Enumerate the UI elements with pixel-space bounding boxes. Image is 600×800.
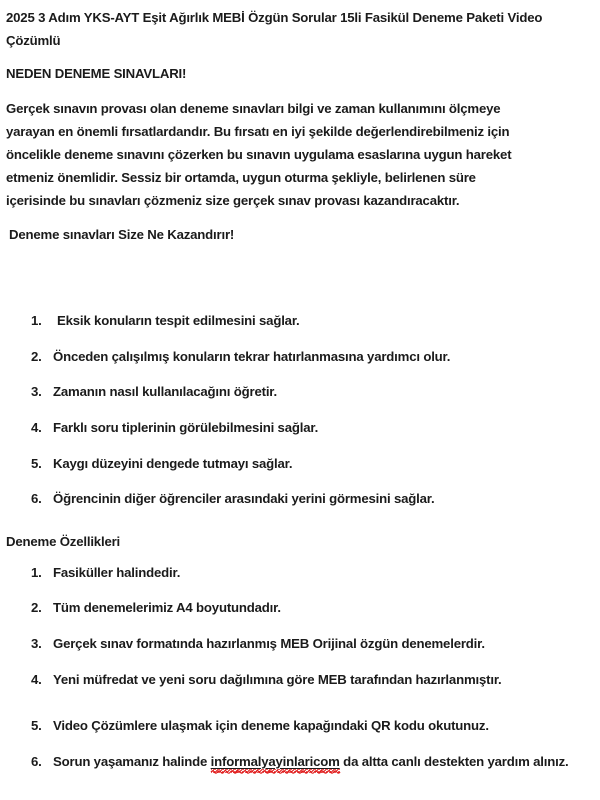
list-item — [6, 345, 586, 368]
list-item-number: 4. — [31, 671, 42, 687]
intro-paragraph: Gerçek sınavın provası olan deneme sınavları bilgi ve zaman kullanımını ölçmeye yarayan en önemli fırsatlardandır. Bu fırsatı en iyi şekilde değerlendirebilmeniz için öncelikle deneme sınavını çözerken bu sınavın uygulama esaslarına uygun hareket etmeniz önemlidir. Sessiz bir ortamda, uygun oturma şekliyle, belirlenen süre içerisinde bu sınavları çözmeniz size gerçek sınav provası kazandıracaktır. — [6, 100, 512, 209]
list-item-text: Gerçek sınav formatında hazırlanmış MEB Orijinal özgün denemelerdir. — [53, 636, 485, 652]
list-item — [6, 714, 586, 737]
list-item-text: Fasiküller halindedir. — [53, 564, 181, 580]
list-item-number: 2. — [31, 348, 42, 364]
section-heading-neden-deneme-sinavlari: NEDEN DENEME SINAVLARI! — [6, 66, 187, 82]
list-item-text: Yeni müfredat ve yeni soru dağılımına göre MEB tarafından hazırlanmıştır. — [53, 671, 502, 687]
list-item-number: 4. — [31, 419, 42, 435]
document-title: 2025 3 Adım YKS-AYT Eşit Ağırlık MEBİ Özgün Sorular 15li Fasikül Deneme Paketi Video Çözümlü — [6, 10, 543, 49]
benefits-list — [6, 309, 586, 511]
features-heading: Deneme Özellikleri — [6, 533, 121, 549]
list-item-number: 5. — [31, 455, 42, 471]
list-item — [6, 632, 586, 655]
list-item-number: 6. — [31, 753, 42, 769]
list-item — [6, 750, 586, 773]
list-item — [6, 452, 586, 475]
features-list — [6, 561, 586, 773]
list-item-number: 6. — [31, 491, 42, 507]
list-item-number: 1. — [31, 564, 42, 580]
list-item-text: Kaygı düzeyini dengede tutmayı sağlar. — [53, 455, 293, 471]
list-item-number: 1. — [31, 312, 42, 328]
features-section — [6, 530, 586, 773]
list-item-number: 3. — [31, 384, 42, 400]
list-item — [6, 380, 586, 403]
spellcheck-squiggle-icon — [211, 769, 340, 774]
website-link-label: informalyayinlaricom — [210, 753, 340, 769]
list-item-number: 2. — [31, 600, 42, 616]
website-link-text[interactable] — [211, 754, 340, 769]
list-item-text: Zamanın nasıl kullanılacağını öğretir. — [53, 384, 278, 400]
list-item-text-before-link: Sorun yaşamanız halinde — [53, 753, 211, 769]
list-item-text: Farklı soru tiplerinin görülebilmesini sağlar. — [53, 419, 319, 435]
list-item-number: 3. — [31, 636, 42, 652]
list-item-text: Tüm denemelerimiz A4 boyutundadır. — [53, 600, 281, 616]
list-item — [6, 416, 586, 439]
list-item — [6, 309, 586, 332]
list-item-text-after-link: da altta canlı destekten yardım alınız. — [339, 753, 569, 769]
list-item-text: Video Çözümlere ulaşmak için deneme kapağındaki QR kodu okutunuz. — [53, 718, 489, 734]
list-item-text: Eksik konuların tespit edilmesini sağlar. — [57, 312, 300, 328]
list-item — [6, 596, 586, 619]
list-item — [6, 668, 586, 691]
list-item — [6, 487, 586, 510]
list-item-text: Önceden çalışılmış konuların tekrar hatırlanmasına yardımcı olur. — [53, 348, 451, 364]
lead-line-kazandirir: Deneme sınavları Size Ne Kazandırır! — [9, 226, 235, 242]
list-item-number: 5. — [31, 718, 42, 734]
list-item-text: Öğrencinin diğer öğrenciler arasındaki yerini görmesini sağlar. — [53, 491, 435, 507]
list-item — [6, 561, 586, 584]
